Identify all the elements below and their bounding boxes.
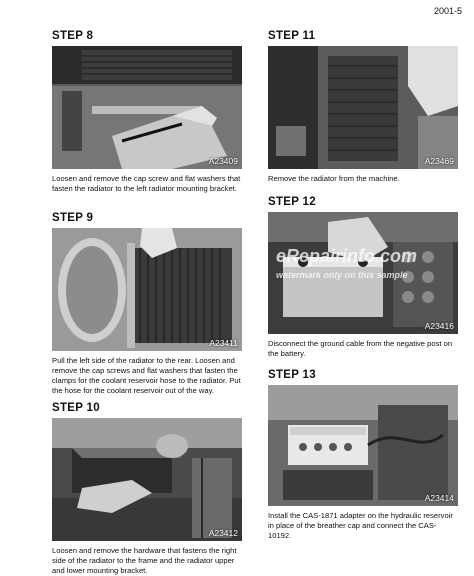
step-title: STEP 12 (268, 196, 316, 208)
step-8-photo (52, 46, 242, 169)
step-12-photo (268, 212, 458, 334)
step-10 (52, 402, 242, 576)
page-number: 2001-5 (433, 6, 462, 16)
right-column (268, 30, 458, 541)
step-caption: Install the CAS-1871 adapter on the hydraulic reservoir in place of the breather cap and connect the CAS-10192. (268, 511, 453, 540)
figure-id: A23412 (208, 528, 238, 538)
step-9-photo (52, 228, 242, 351)
step-caption: Pull the left side of the radiator to the rear. Loosen and remove the cap screws and flat washers that fasten the clamps for the coolant reservoir hose to the radiator. Put the hose for the coolant reservoir out of the way. (52, 356, 241, 395)
step-caption: Loosen and remove the cap screw and flat washers that fasten the radiator to the left radiator mounting bracket. (52, 174, 241, 193)
step-caption: Disconnect the ground cable from the negative post on the battery. (268, 339, 453, 358)
step-caption: Remove the radiator from the machine. (268, 174, 400, 183)
step-caption: Loosen and remove the hardware that fastens the right side of the radiator to the frame and the radiator upper and lower mounting bracket. (52, 546, 237, 575)
step-8 (52, 30, 242, 194)
watermark-text: eRepairinfo.com (276, 246, 418, 266)
step-11 (268, 30, 458, 184)
figure-id: A23411 (209, 338, 238, 348)
figure-id: A23414 (424, 493, 454, 503)
figure-id: A23416 (424, 321, 454, 331)
step-11-photo (268, 46, 458, 169)
step-title: STEP 9 (52, 212, 94, 224)
figure-id: A23469 (424, 156, 454, 166)
step-title: STEP 10 (52, 402, 100, 414)
step-title: STEP 13 (268, 369, 316, 381)
step-12 (268, 196, 458, 359)
step-10-photo (52, 418, 242, 541)
left-column (52, 30, 242, 576)
step-title: STEP 8 (52, 30, 94, 42)
figure-id: A23409 (208, 156, 238, 166)
step-13 (268, 369, 458, 541)
watermark-subtext: watermark only on this sample (276, 270, 408, 280)
step-13-photo (268, 385, 458, 506)
step-title: STEP 11 (268, 30, 316, 42)
step-9 (52, 212, 242, 396)
